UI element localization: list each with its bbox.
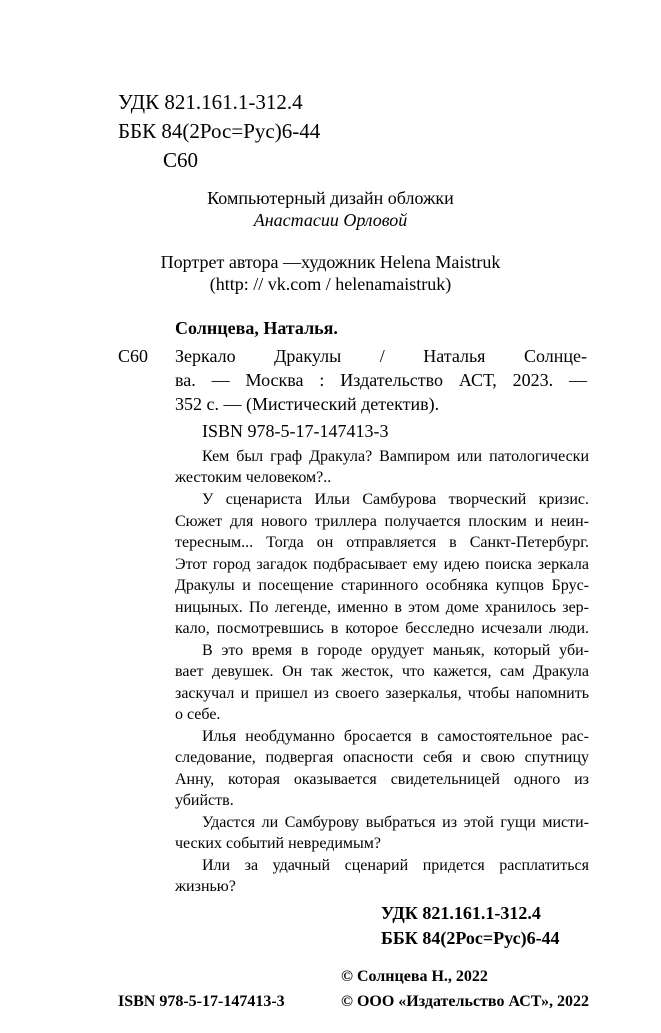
annotation-line: Этот город загадок подбрасывает ему идею поиска зеркала [175, 556, 589, 573]
cover-design-credit: Компьютерный дизайн обложки [207, 188, 454, 208]
author-mark: С60 [163, 148, 199, 172]
copyright-publisher: © ООО «Издательство АСТ», 2022 [341, 993, 590, 1010]
annotation-line: Сюжет для нового триллера получается плоским и неин- [175, 513, 589, 530]
annotation-line: жизнью? [175, 878, 236, 895]
annotation-line: ческих событий невредимым? [175, 835, 382, 852]
copyright-isbn: ISBN 978-5-17-147413-3 [118, 993, 285, 1010]
bibliography-mark: С60 [118, 346, 149, 366]
annotation-line: В это время в городе орудует маньяк, который уби- [202, 642, 589, 659]
bibliography-isbn: ISBN 978-5-17-147413-3 [202, 421, 389, 441]
footer-udk-code: УДК 821.161.1-312.4 [381, 903, 541, 923]
bibliography-line-1: Зеркало Дракулы / Наталья Солнце- [175, 346, 587, 366]
bbk-code: ББК 84(2Рос=Рус)6-44 [118, 119, 321, 143]
annotation-line: ницыных. По легенде, именно в этом доме хранилось зер- [175, 599, 589, 616]
annotation-line: о себе. [175, 706, 221, 723]
bibliography-line-3: 352 с. — (Мистический детектив). [175, 394, 440, 414]
annotation-line: Удастся ли Самбурову выбраться из этой гущи мисти- [202, 814, 589, 831]
annotation-line: Кем был граф Дракула? Вампиром или патологически [202, 448, 589, 465]
annotation-line: заскучал и пришел из своего зазеркалья, чтобы напомнить [175, 685, 589, 702]
bibliography-line-2: ва. — Москва : Издательство АСТ, 2023. — [175, 370, 587, 390]
annotation-line: У сценариста Ильи Самбурова творческий кризис. [202, 491, 589, 508]
annotation-line: вает девушек. Он так жесток, что кажется, сам Дракула [175, 663, 589, 680]
annotation-line: следование, подвергая опасности себя и свою спутницу [175, 749, 589, 766]
footer-bbk-code: ББК 84(2Рос=Рус)6-44 [381, 928, 560, 948]
bibliography-author: Солнцева, Наталья. [175, 318, 338, 338]
annotation-line: Или за удачный сценарий придется расплатиться [202, 857, 589, 874]
annotation-line: убийств. [175, 792, 234, 809]
copyright-author: © Солнцева Н., 2022 [341, 968, 488, 985]
annotation-line: Анну, которая оказывается свидетельницей одного из [175, 771, 589, 788]
annotation-line: кало, посмотревшись в которое бесследно исчезали люди. [175, 620, 589, 637]
annotation-line: тересным... Тогда он отправляется в Санкт-Петербург. [175, 534, 589, 551]
annotation-line: жестоким человеком?.. [175, 469, 332, 486]
udk-code: УДК 821.161.1-312.4 [118, 90, 303, 114]
annotation-line: Илья необдуманно бросается в самостоятельное рас- [202, 728, 589, 745]
cover-designer-name: Анастасии Орловой [253, 210, 408, 230]
portrait-credit: Портрет автора —художник Helena Maistruk [160, 252, 501, 272]
portrait-url: (http: // vk.com / helenamaistruk) [209, 274, 452, 294]
annotation-line: Дракулы и посещение старинного особняка купцов Брус- [175, 577, 589, 594]
